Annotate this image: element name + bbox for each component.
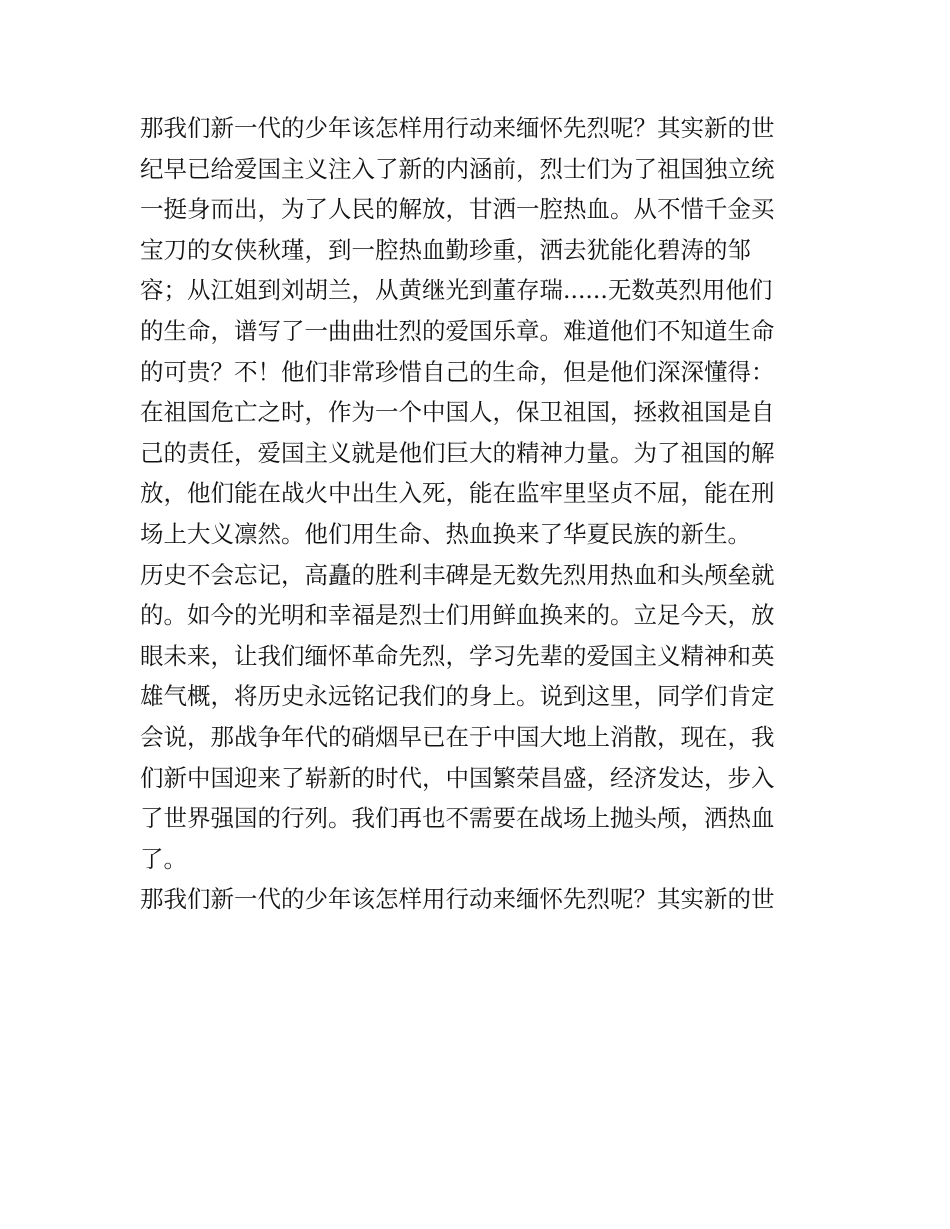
text-line: 了。 — [140, 844, 187, 873]
text-line: 眼未来，让我们缅怀革命先烈，学习先辈的爱国主义精神和英 — [140, 641, 775, 670]
text-line: 放，他们能在战火中出生入死，能在监牢里坚贞不屈，能在刑 — [140, 479, 775, 508]
text-line: 了世界强国的行列。我们再也不需要在战场上抛头颅，洒热血 — [140, 804, 775, 833]
text-line: 们新中国迎来了崭新的时代，中国繁荣昌盛，经济发达，步入 — [140, 763, 775, 792]
text-line: 雄气概，将历史永远铭记我们的身上。说到这里，同学们肯定 — [140, 682, 775, 711]
text-line: 在祖国危亡之时，作为一个中国人，保卫祖国，拯救祖国是自 — [140, 398, 775, 427]
text-line: 那我们新一代的少年该怎样用行动来缅怀先烈呢？其实新的世 — [140, 885, 775, 914]
text-line: 那我们新一代的少年该怎样用行动来缅怀先烈呢？其实新的世 — [140, 114, 775, 142]
text-line: 会说，那战争年代的硝烟早已在于中国大地上消散，现在，我 — [140, 722, 775, 751]
text-line: 容；从江姐到刘胡兰，从黄继光到董存瑞......无数英烈用他们 — [140, 276, 773, 305]
text-line: 的可贵？不！他们非常珍惜自己的生命，但是他们深深懂得： — [140, 357, 775, 386]
text-line: 历史不会忘记，高矗的胜利丰碑是无数先烈用热血和头颅垒就 — [140, 560, 775, 589]
text-line: 的生命，谱写了一曲曲壮烈的爱国乐章。难道他们不知道生命 — [140, 316, 775, 345]
text-line: 己的责任，爱国主义就是他们巨大的精神力量。为了祖国的解 — [140, 438, 775, 467]
text-line: 场上大义凛然。他们用生命、热血换来了华夏民族的新生。 — [140, 519, 751, 548]
text-line: 一挺身而出，为了人民的解放，甘洒一腔热血。从不惜千金买 — [140, 195, 775, 224]
text-line: 纪早已给爱国主义注入了新的内涵前，烈士们为了祖国独立统 — [140, 154, 775, 183]
text-line: 的。如今的光明和幸福是烈士们用鲜血换来的。立足今天，放 — [140, 601, 775, 630]
body-text — [140, 108, 830, 920]
text-line: 宝刀的女侠秋瑾，到一腔热血勤珍重，洒去犹能化碧涛的邹 — [140, 235, 751, 264]
